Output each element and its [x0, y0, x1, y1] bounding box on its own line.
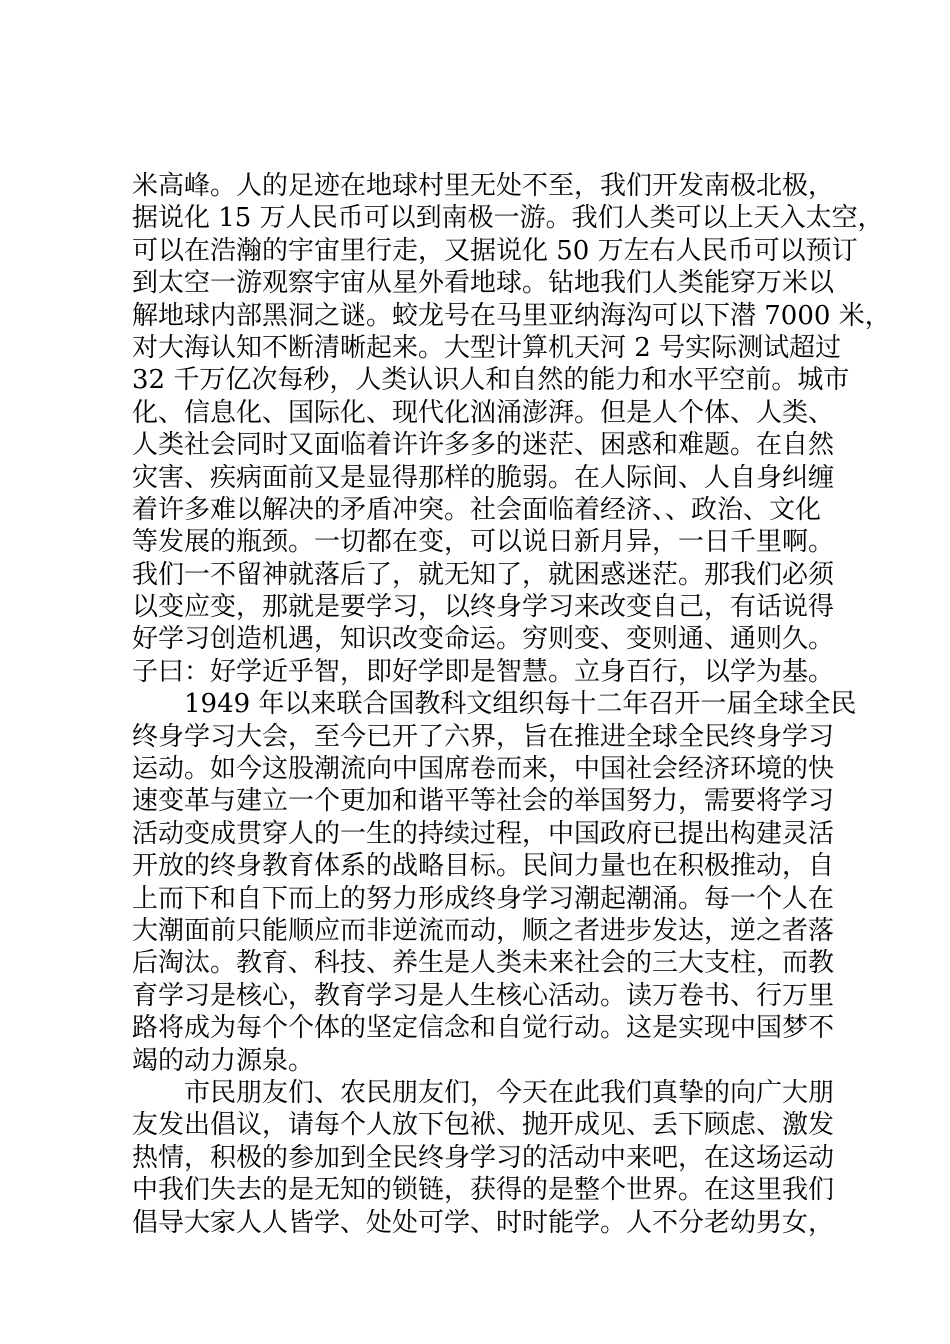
text-line: 米高峰。人的足迹在地球村里无处不至，我们开发南极北极， — [132, 171, 835, 201]
text-line: 好学习创造机遇，知识改变命运。穷则变、变则通、通则久。 — [132, 624, 835, 655]
text-line: 大潮面前只能顺应而非逆流而动，顺之者进步发达，逆之者落 — [132, 915, 835, 946]
text-line: 据说化 15 万人民币可以到南极一游。我们人类可以上天入太空， — [132, 203, 884, 234]
text-line: 上而下和自下而上的努力形成终身学习潮起潮涌。每一个人在 — [132, 883, 835, 914]
text-line: 以变应变，那就是要学习，以终身学习来改变自己，有话说得 — [132, 592, 835, 623]
paragraph — [132, 688, 857, 1077]
text-line: 运动。如今这股潮流向中国席卷而来，中国社会经济环境的快 — [132, 754, 835, 785]
paragraph — [132, 170, 891, 688]
text-line: 中我们失去的是无知的锁链，获得的是整个世界。在这里我们 — [132, 1175, 835, 1206]
body-text — [132, 170, 891, 1239]
text-line: 后淘汰。教育、科技、养生是人类未来社会的三大支柱，而教 — [132, 948, 835, 979]
text-line: 子曰：好学近乎智，即好学即是智慧。立身百行，以学为基。 — [132, 656, 835, 687]
text-line: 人类社会同时又面临着许许多多的迷茫、困惑和难题。在自然 — [132, 430, 835, 461]
text-line: 我们一不留神就落后了，就无知了，就困惑迷茫。那我们必须 — [132, 559, 835, 590]
text-line: 1949 年以来联合国教科文组织每十二年召开一届全球全民 — [132, 689, 857, 720]
text-line: 到太空一游观察宇宙从星外看地球。钻地我们人类能穿万米以 — [132, 268, 835, 299]
text-line: 友发出倡议，请每个人放下包袱、抛开成见、丢下顾虑、激发 — [132, 1110, 835, 1141]
text-line: 解地球内部黑洞之谜。蛟龙号在马里亚纳海沟可以下潜 7000 米， — [132, 300, 891, 331]
text-line: 竭的动力源泉。 — [132, 1045, 315, 1076]
text-line: 化、信息化、国际化、现代化汹涌澎湃。但是人个体、人类、 — [132, 397, 835, 428]
text-line: 市民朋友们、农民朋友们，今天在此我们真挚的向广大朋 — [132, 1077, 835, 1108]
paragraph — [132, 1077, 835, 1239]
text-line: 活动变成贯穿人的一生的持续过程，中国政府已提出构建灵活 — [132, 818, 835, 849]
text-line: 育学习是核心，教育学习是人生核心活动。读万卷书、行万里 — [132, 980, 835, 1011]
text-line: 终身学习大会，至今已开了六界，旨在推进全球全民终身学习 — [132, 721, 835, 752]
text-line: 灾害、疾病面前又是显得那样的脆弱。在人际间、人自身纠缠 — [132, 462, 835, 493]
text-line: 速变革与建立一个更加和谐平等社会的举国努力，需要将学习 — [132, 786, 835, 817]
text-line: 对大海认知不断清晰起来。大型计算机天河 2 号实际测试超过 — [132, 332, 842, 363]
text-line: 32 千万亿次每秒，人类认识人和自然的能力和水平空前。城市 — [132, 365, 850, 396]
text-line: 等发展的瓶颈。一切都在变，可以说日新月异，一日千里啊。 — [132, 527, 835, 558]
text-line: 路将成为每个个体的坚定信念和自觉行动。这是实现中国梦不 — [132, 1013, 835, 1044]
text-line: 着许多难以解决的矛盾冲突。社会面临着经济、、政治、文化 — [132, 494, 822, 525]
text-line: 热情，积极的参加到全民终身学习的活动中来吧，在这场运动 — [132, 1142, 835, 1173]
text-line: 可以在浩瀚的宇宙里行走，又据说化 50 万左右人民币可以预订 — [132, 235, 858, 266]
text-line: 开放的终身教育体系的战略目标。民间力量也在积极推动，自 — [132, 851, 835, 882]
text-line: 倡导大家人人皆学、处处可学、时时能学。人不分老幼男女， — [132, 1207, 835, 1238]
